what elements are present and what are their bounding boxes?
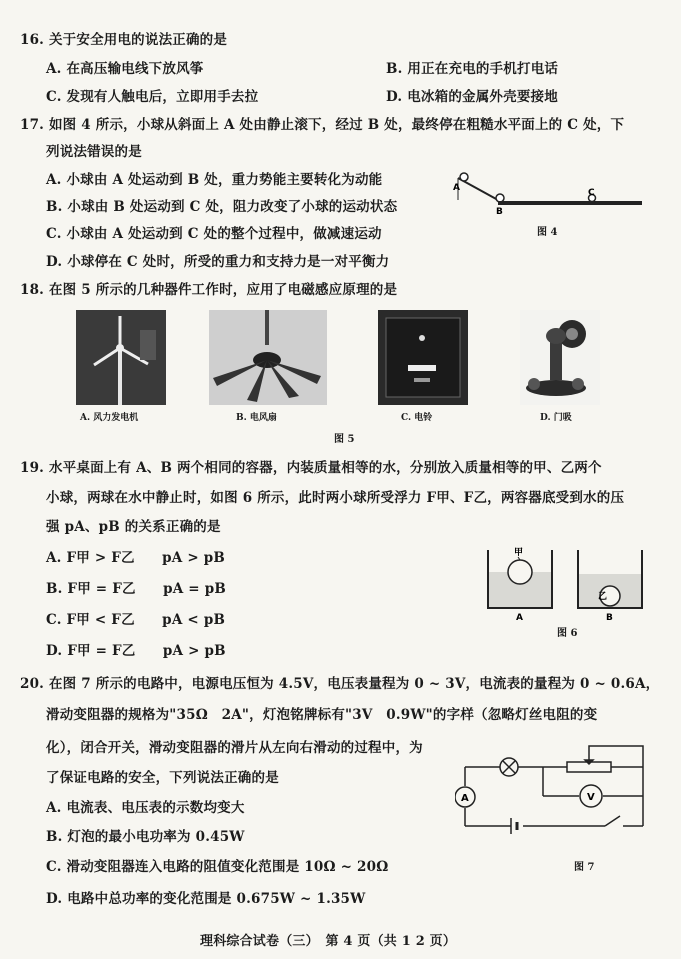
q16-option-c: C. 发现有人触电后，立即用手去拉 [46, 89, 259, 105]
q17-option-b: B. 小球由 B 处运动到 C 处，阻力改变了小球的运动状态 [46, 199, 398, 215]
q19-option-d: D. F甲 = F乙 pA > pB [46, 643, 226, 659]
q20-option-d: D. 电路中总功率的变化范围是 0.675W ~ 1.35W [46, 891, 366, 907]
figure-5-caption: 图 5 [334, 434, 355, 445]
photo-ceiling-fan [209, 310, 327, 405]
q19-stem-line1: 19. 水平桌面上有 A、B 两个相同的容器，内装质量相等的水，分别放入质量相等的甲、乙两个 [20, 460, 602, 476]
q20-stem-line1: 20. 在图 7 所示的电路中，电源电压恒为 4.5V，电压表量程为 0 ~ 3V，电流表的量程为 0 ~ 0.6A， [20, 676, 660, 692]
q17-stem-line1: 17. 如图 4 所示，小球从斜面上 A 处由静止滚下，经过 B 处，最终停在粗糙水平面上的 C 处，下 [20, 117, 625, 133]
label-point-b: B [496, 207, 503, 217]
q18-item-d-label: D. 门吸 [540, 413, 572, 423]
q17-option-d: D. 小球停在 C 处时，所受的重力和支持力是一对平衡力 [46, 254, 390, 270]
figure-6-caption: 图 6 [557, 628, 578, 639]
photo-door-stopper [520, 310, 600, 405]
label-container-b: B [606, 613, 613, 623]
q16-option-d: D. 电冰箱的金属外壳要接地 [386, 89, 558, 105]
page-footer: 理科综合试卷（三） 第 4 页（共 1 2 页） [200, 934, 457, 949]
ball-at-b [496, 194, 504, 202]
label-container-a: A [516, 613, 523, 623]
q17-stem-line2: 列说法错误的是 [46, 144, 142, 160]
q20-stem-line2: 滑动变阻器的规格为"35Ω 2A"，灯泡铭牌标有"3V 0.9W"的字样（忽略灯丝电阻的变 [46, 707, 598, 723]
q19-stem-line3: 强 pA、pB 的关系正确的是 [46, 519, 221, 535]
q19-option-a: A. F甲 > F乙 pA > pB [46, 550, 226, 566]
q20-stem-line4: 了保证电路的安全，下列说法正确的是 [46, 770, 279, 786]
q20-option-c: C. 滑动变阻器连入电路的阻值变化范围是 10Ω ~ 20Ω [46, 859, 389, 875]
voltmeter-label: V [587, 792, 595, 803]
photo-electric-bell [378, 310, 468, 405]
q19-stem-line2: 小球，两球在水中静止时，如图 6 所示，此时两小球所受浮力 F甲、F乙，两容器底受到水的压 [46, 490, 625, 506]
figure-4-caption: 图 4 [537, 227, 558, 238]
ball-jia [508, 560, 532, 584]
figure-7-caption: 图 7 [574, 862, 595, 873]
q20-stem-line3: 化），闭合开关，滑动变阻器的滑片从左向右滑动的过程中，为 [46, 740, 423, 756]
figure-6-containers [480, 546, 660, 626]
q16-option-b: B. 用正在充电的手机打电话 [386, 61, 559, 77]
q18-stem: 18. 在图 5 所示的几种器件工作时，应用了电磁感应原理的是 [20, 282, 398, 298]
label-point-c: C [588, 188, 595, 198]
q18-item-b-label: B. 电风扇 [236, 413, 277, 423]
q17-option-a: A. 小球由 A 处运动到 B 处，重力势能主要转化为动能 [46, 172, 383, 188]
q17-option-c: C. 小球由 A 处运动到 C 处的整个过程中，做减速运动 [46, 226, 382, 242]
q16-option-a: A. 在高压输电线下放风筝 [46, 61, 204, 77]
q18-item-c-label: C. 电铃 [401, 413, 433, 423]
photo-wind-turbine [76, 310, 166, 405]
q18-item-a-label: A. 风力发电机 [80, 413, 139, 423]
q19-option-b: B. F甲 = F乙 pA = pB [46, 581, 226, 597]
ammeter-label: A [461, 793, 469, 804]
label-point-a: A [453, 183, 460, 193]
ball-at-a [460, 173, 468, 181]
figure-7-circuit [455, 738, 660, 838]
q20-option-a: A. 电流表、电压表的示数均变大 [46, 800, 245, 816]
label-jia: 甲 [514, 548, 524, 558]
q20-option-b: B. 灯泡的最小电功率为 0.45W [46, 829, 245, 845]
q16-stem: 16. 关于安全用电的说法正确的是 [20, 32, 228, 48]
label-yi: 乙 [598, 592, 608, 602]
q19-option-c: C. F甲 < F乙 pA < pB [46, 612, 226, 628]
